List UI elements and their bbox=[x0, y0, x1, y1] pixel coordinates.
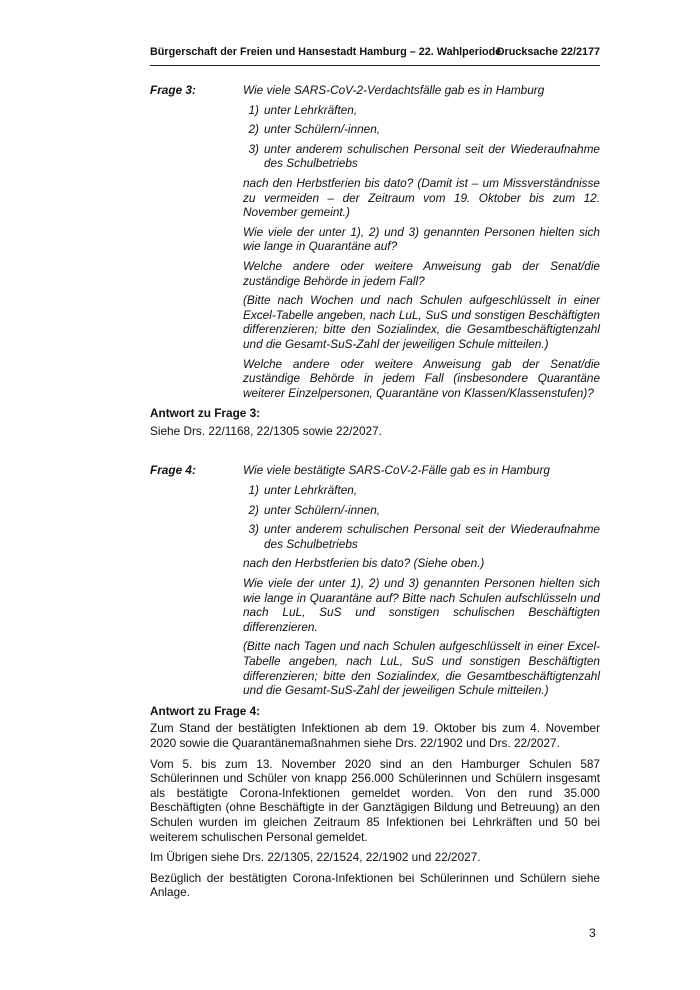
list-item-text: unter Schülern/-innen, bbox=[264, 502, 381, 517]
question-4-body bbox=[243, 463, 600, 702]
list-item-text: unter anderem schulischen Personal seit der Wiederaufnahme des Schulbetriebs bbox=[264, 522, 600, 551]
question-paragraph: nach den Herbstferien bis dato? (Damit ist – um Missverständnisse zu vermeiden – der Zeitraum vom 19. Oktober bis zum 12. November gemeint.) bbox=[243, 175, 600, 220]
question-paragraph: Welche andere oder weitere Anweisung gab der Senat/die zuständige Behörde in jedem Fall (insbesondere Quarantäne weiterer Einzelpersonen, Quarantäne von Klassen/Klassenstufen)? bbox=[243, 356, 600, 400]
question-paragraph: Welche andere oder weitere Anweisung gab der Senat/die zuständige Behörde in jedem Fall? bbox=[243, 258, 600, 288]
answer-paragraph: Im Übrigen siehe Drs. 22/1305, 22/1524, 22/1902 und 22/2027. bbox=[150, 850, 481, 865]
question-3-list bbox=[243, 103, 600, 171]
question-3-body bbox=[243, 83, 600, 405]
section-spacer bbox=[150, 444, 600, 463]
question-4-intro: Wie viele bestätigte SARS-CoV-2-Fälle gab es in Hamburg bbox=[243, 463, 550, 478]
question-paragraph: (Bitte nach Wochen und nach Schulen aufgeschlüsselt in einer Excel-Tabelle angeben, nach LuL, SuS und sonstigen Beschäftigten differenzieren; bitte den Sozialindex, die Gesamtbeschäftigtenzahl und die Gesamt-SuS-Zahl der jeweiligen Schule mitteilen.) bbox=[243, 293, 600, 351]
list-item-text: unter Lehrkräften, bbox=[264, 102, 358, 117]
list-item-text: unter Lehrkräften, bbox=[264, 483, 358, 498]
question-3-label: Frage 3: bbox=[150, 83, 196, 97]
question-paragraph: (Bitte nach Tagen und nach Schulen aufgeschlüsselt in einer Excel-Tabelle angeben, nach LuL, SuS und sonstigen Beschäftigten differenzieren; bitte den Sozialindex, die Gesamtbeschäftigtenzahl und die Gesamt-SuS-Zahl der jeweiligen Schule mitteilen.) bbox=[243, 639, 600, 698]
question-paragraph: nach den Herbstferien bis dato? (Siehe oben.) bbox=[243, 556, 485, 571]
question-3-intro: Wie viele SARS-CoV-2-Verdachtsfälle gab es in Hamburg bbox=[243, 83, 545, 97]
list-item-text: unter Schülern/-innen, bbox=[264, 122, 381, 137]
list-item-text: unter anderem schulischen Personal seit der Wiederaufnahme des Schulbetriebs bbox=[264, 141, 600, 171]
header-title: Bürgerschaft der Freien und Hansestadt Hamburg – 22. Wahlperiode bbox=[150, 46, 502, 58]
list-item bbox=[243, 503, 600, 518]
header-divider bbox=[150, 65, 600, 66]
list-item-number: 3) bbox=[248, 522, 259, 537]
answer-paragraph: Bezüglich der bestätigten Corona-Infektionen bei Schülerinnen und Schülern siehe Anlage. bbox=[150, 870, 600, 900]
list-item-number: 3) bbox=[248, 141, 259, 156]
list-item bbox=[243, 483, 600, 498]
question-paragraph: Wie viele der unter 1), 2) und 3) genannten Personen hielten sich wie lange in Quarantäne auf? Bitte nach Schulen aufschlüsseln und nach LuL, SuS und sonstigen schulischen Beschäftigten differenzieren. bbox=[243, 576, 600, 634]
question-4-list bbox=[243, 483, 600, 551]
question-4-label: Frage 4: bbox=[150, 463, 196, 478]
list-item bbox=[243, 142, 600, 171]
document-content bbox=[150, 83, 600, 906]
header-document-number: Drucksache 22/2177 bbox=[496, 46, 600, 58]
question-3 bbox=[150, 83, 600, 405]
list-item-number: 2) bbox=[248, 122, 259, 137]
answer-3-heading: Antwort zu Frage 3: bbox=[150, 406, 261, 421]
list-item-number: 2) bbox=[248, 502, 259, 517]
page-number: 3 bbox=[589, 926, 596, 940]
answer-3 bbox=[150, 406, 600, 438]
list-item bbox=[243, 103, 600, 118]
list-item-number: 1) bbox=[248, 102, 259, 117]
answer-paragraph: Vom 5. bis zum 13. November 2020 sind an den Hamburger Schulen 587 Schülerinnen und Schüler von knapp 256.000 Schülerinnen und Schülern insgesamt als bestätigte Corona-Infektionen gemeldet worden. Von den rund 35.000 Beschäftigten (ohne Beschäftigte in der Ganztägigen Bildung und Betreuung) an den Schulen wurden im gleichen Zeitraum 85 Infektionen bei Lehrkräften und 50 bei weiterem schulischen Personal gemeldet. bbox=[150, 756, 600, 844]
list-item bbox=[243, 122, 600, 137]
answer-4 bbox=[150, 704, 600, 900]
list-item bbox=[243, 522, 600, 551]
question-4 bbox=[150, 463, 600, 702]
list-item-number: 1) bbox=[248, 483, 259, 498]
answer-4-heading: Antwort zu Frage 4: bbox=[150, 703, 261, 718]
answer-paragraph: Siehe Drs. 22/1168, 22/1305 sowie 22/2027. bbox=[150, 423, 382, 438]
question-paragraph: Wie viele der unter 1), 2) und 3) genannten Personen hielten sich wie lange in Quarantäne auf? bbox=[243, 224, 600, 254]
answer-paragraph: Zum Stand der bestätigten Infektionen ab dem 19. Oktober bis zum 4. November 2020 sowie die Quarantänemaßnahmen siehe Drs. 22/1902 und Drs. 22/2027. bbox=[150, 721, 600, 750]
